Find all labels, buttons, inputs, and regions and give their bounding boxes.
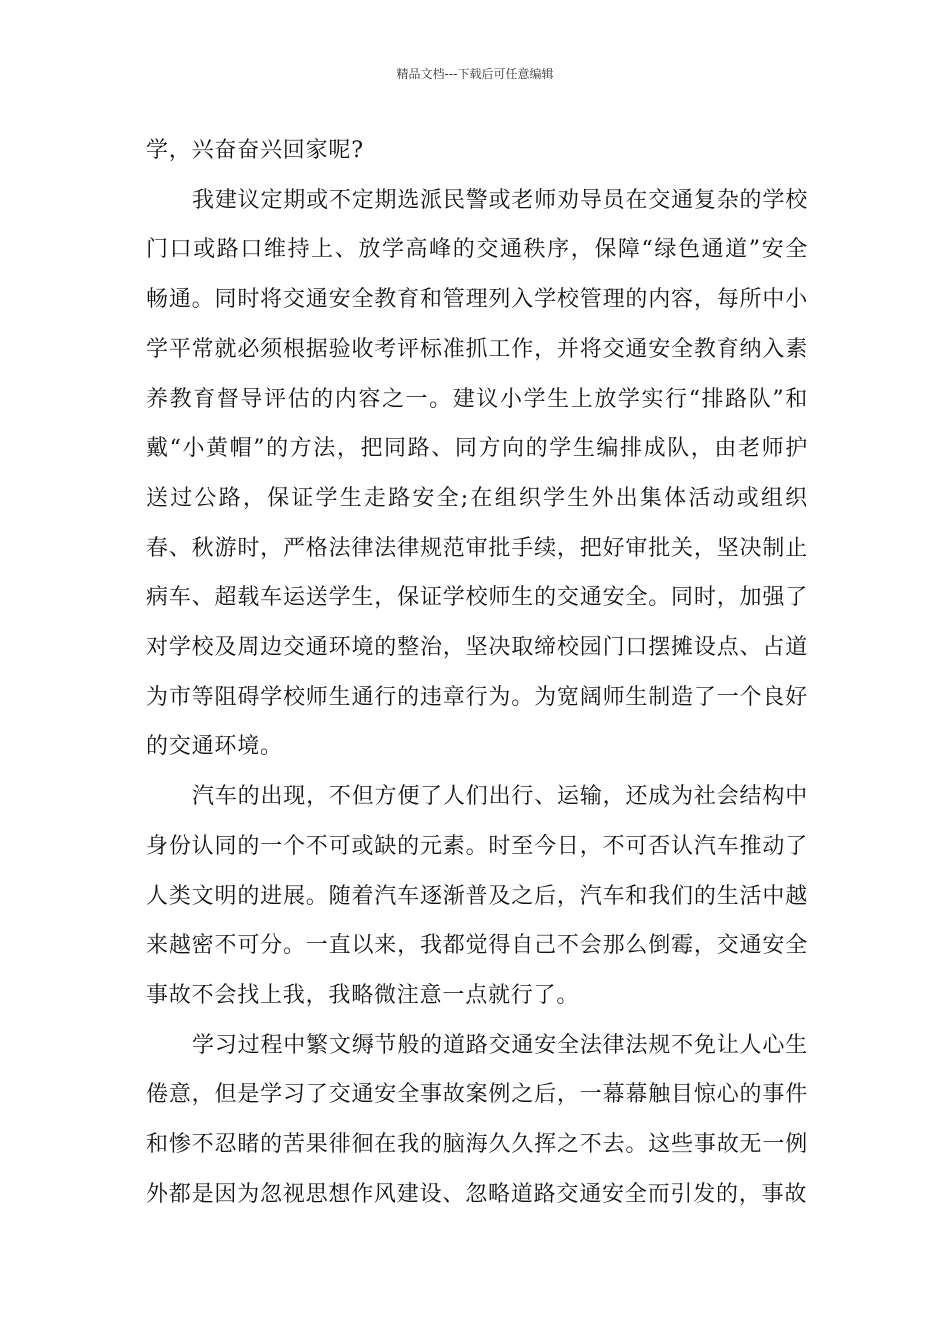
- paragraph-4: 学习过程中繁文缛节般的道路交通安全法律法规不免让人心生倦意，但是学习了交通安全事故案例之后，一幕幕触目惊心的事件和惨不忍睹的苦果徘徊在我的脑海久久挥之不去。这些事故无一例外都是因为忽视思想作风建设、忽略道路交通安全而引发的，事故: [146, 1032, 808, 1207]
- paragraph-2: 我建议定期或不定期选派民警或老师劝导员在交通复杂的学校门口或路口维持上、放学高峰的交通秩序，保障“绿色通道”安全畅通。同时将交通安全教育和管理列入学校管理的内容，每所中小学平常就必须根据验收考评标准抓工作，并将交通安全教育纳入素养教育督导评估的内容之一。建议小学生上放学实行“排路队”和戴“小黄帽”的方法，把同路、同方向的学生编排成队，由老师护送过公路，保证学生走路安全;在组织学生外出集体活动或组织春、秋游时，严格法律法律规范审批手续，把好审批关，坚决制止病车、超载车运送学生，保证学校师生的交通安全。同时，加强了对学校及周边交通环境的整治，坚决取缔校园门口摆摊设点、占道为市等阻碍学校师生通行的违章行为。为宽阔师生制造了一个良好的交通环境。: [146, 187, 808, 760]
- paragraph-3: 汽车的出现，不但方便了人们出行、运输，还成为社会结构中身份认同的一个不可或缺的元素。时至今日，不可否认汽车推动了人类文明的进展。随着汽车逐渐普及之后，汽车和我们的生活中越来越密不可分。一直以来，我都觉得自己不会那么倒霉，交通安全事故不会找上我，我略微注意一点就行了。: [146, 784, 808, 1008]
- document-body: [146, 126, 808, 1219]
- page-header: 精品文档---下载后可任意编辑: [396, 67, 554, 81]
- paragraph-1: 学，兴奋奋兴回家呢?: [146, 138, 364, 163]
